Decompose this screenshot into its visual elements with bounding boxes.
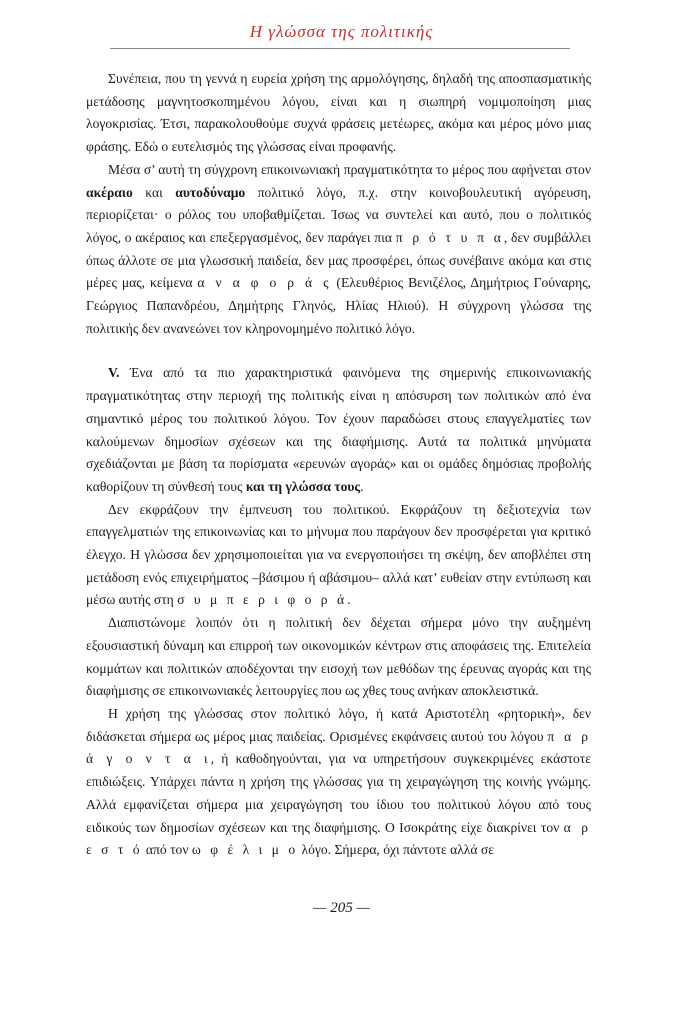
text-run: και bbox=[132, 184, 176, 200]
text-run: Η χρήση της γλώσσας στον πολιτικό λόγο, ή κατά Αριστοτέλη «ρητορική», δεν διδάσκεται σήμερα ως μέρος μιας παιδείας. Ορισμένες εκφάνσεις αυτού του λόγου bbox=[86, 705, 591, 744]
spaced-emphasis: π ρ ό τ υ π α bbox=[395, 229, 504, 245]
text-run: Δεν εκφράζουν την έμπνευση του πολιτικού. Εκφράζουν τη δεξιοτεχνία των επαγγελματιών της επικοινωνίας και το μήνυμα που παράγουν δεν προσφέρεται για κριτικό έλεγχο. Η γλώσσα δεν χρησιμοποιείται για να ενεργοποιήσει τη σκέψη, δεν αποβλέπει στη μετάδοση ενός επιχειρήματος –βάσιμου ή αβάσιμου– αλλά κατ’ ευθείαν στην εντύπωση και μέσω αυτής στη bbox=[86, 501, 591, 608]
bold-emphasis: ακέραιο bbox=[86, 184, 133, 200]
spaced-emphasis: α ρ ε σ τ ό bbox=[86, 819, 591, 858]
text-run: . bbox=[347, 592, 351, 608]
text-run: Μέσα σ’ αυτή τη σύγχρονη επικοινωνιακή πραγματικότητα το μέρος που αφήνεται στον bbox=[108, 161, 591, 177]
text-run: Διαπιστώνομε λοιπόν ότι η πολιτική δεν δέχεται σήμερα μόνο την αυξημένη εξουσιαστική δύναμη και επιρροή των οικονομικών κέντρων στις αποφάσεις της. Επιτελεία κομμάτων και πολιτικών αποδέχονται την εισοχή των μεθόδων της έρευνας αγοράς και της διαφήμισης σε επικοινωνιακές λειτουργίες που ως χθες τους ανήκαν αποκλειστικά. bbox=[86, 615, 591, 699]
running-head: Η γλώσσα της πολιτικής bbox=[249, 22, 434, 41]
paragraph bbox=[86, 159, 591, 341]
bold-emphasis: V. bbox=[108, 365, 120, 381]
spaced-emphasis: σ υ μ π ε ρ ι φ ο ρ ά bbox=[177, 592, 348, 608]
spaced-emphasis: ω φ έ λ ι μ ο bbox=[191, 842, 299, 858]
paragraph bbox=[86, 612, 591, 703]
bold-emphasis: αυτοδύναμο bbox=[175, 184, 246, 200]
text-run: , ή καθοδηγούνται, για να υπηρετήσουν συγκεκριμένες εκάστοτε επιδιώξεις. Υπάρχει πάντα η χρήση της γλώσσας για τη χειραγώγηση της κοινής γνώμης. Αλλά εμφανίζεται σήμερα μια χειραγώγηση του ίδιου του πολιτικού λόγου από τους ειδικούς των δημοσίων σχέσεων και της διαφήμισης. Ο Ισοκράτης είχε διακρίνει τον bbox=[86, 751, 591, 835]
paragraph bbox=[86, 499, 591, 613]
paragraph bbox=[86, 362, 591, 498]
text-run: από τον bbox=[142, 842, 192, 858]
text-run: . bbox=[360, 478, 364, 494]
bold-emphasis: και τη γλώσσα τους bbox=[245, 478, 361, 494]
text-run: πολιτικό λόγο, π.χ. στην κοινοβουλευτική αγόρευση, περιορίζεται· ο ρόλος του υποβαθμίζεται. Ίσως να συντελεί και αυτό, που ο πολιτικός λόγος, ο ακέραιος και επεξεργασμένος, δεν παράγει πια bbox=[86, 184, 591, 245]
text-run: (Ελευθέριος Βενιζέλος, Δημήτριος Γούναρης, Γεώργιος Παπανδρέου, Δημήτρης Γληνός, Ηλίας Ηλιού). Η σύγχρονη γλώσσα της πολιτικής δεν ανανεώνει τον κληρονομημένο πολιτικό λόγο. bbox=[86, 275, 591, 336]
body-text bbox=[86, 68, 591, 862]
paragraph bbox=[86, 703, 591, 862]
header-rule bbox=[110, 48, 570, 49]
page-number: — 205 — bbox=[313, 900, 370, 916]
paragraph bbox=[86, 68, 591, 159]
text-run: , δεν συμβάλλει όπως άλλοτε σε μια γλωσσική παιδεία, δεν μας προσφέρει, όπως συνέβαινε ακόμα και στις μέρες μας, κείμενα bbox=[86, 229, 591, 291]
spaced-emphasis: π α ρ ά γ ο ν τ α ι bbox=[86, 728, 591, 767]
text-run: Συνέπεια, που τη γεννά η ευρεία χρήση της αρμολόγησης, δηλαδή της αποσπασματικής μετάδοσης μαγνητοσκοπημένου λόγου, είναι και η σιωπηρή νομιμοποίηση μιας λογοκρισίας. Έτσι, παρακολουθούμε συχνά φράσεις μετέωρες, ακόμα και μέρος μόνο μιας φράσης. Εδώ ο ευτελισμός της γλώσσας είναι προφανής. bbox=[86, 71, 591, 155]
text-run: λόγο. Σήμερα, όχι πάντοτε αλλά σε bbox=[298, 842, 494, 858]
spaced-emphasis: α ν α φ ο ρ ά ς bbox=[197, 275, 332, 291]
text-run: Ένα από τα πιο χαρακτηριστικά φαινόμενα της σημερινής επικοινωνιακής πραγματικότητας στην περιοχή της πολιτικής είναι η απόσυρση των πολιτικών από ένα σημαντικό μέρος του πολιτικού λόγου. Τον έχουν παραδώσει στους επαγγελματίες των καλούμενων δημοσίων σχέσεων και της διαφήμισης. Αυτά τα πολιτικά μηνύματα σχεδιάζονται με βάση τα πορίσματα «ερευνών αγοράς» και οι ομάδες δημόσιας προβολής καθορίζουν τη σύνθεσή τους bbox=[86, 365, 591, 494]
